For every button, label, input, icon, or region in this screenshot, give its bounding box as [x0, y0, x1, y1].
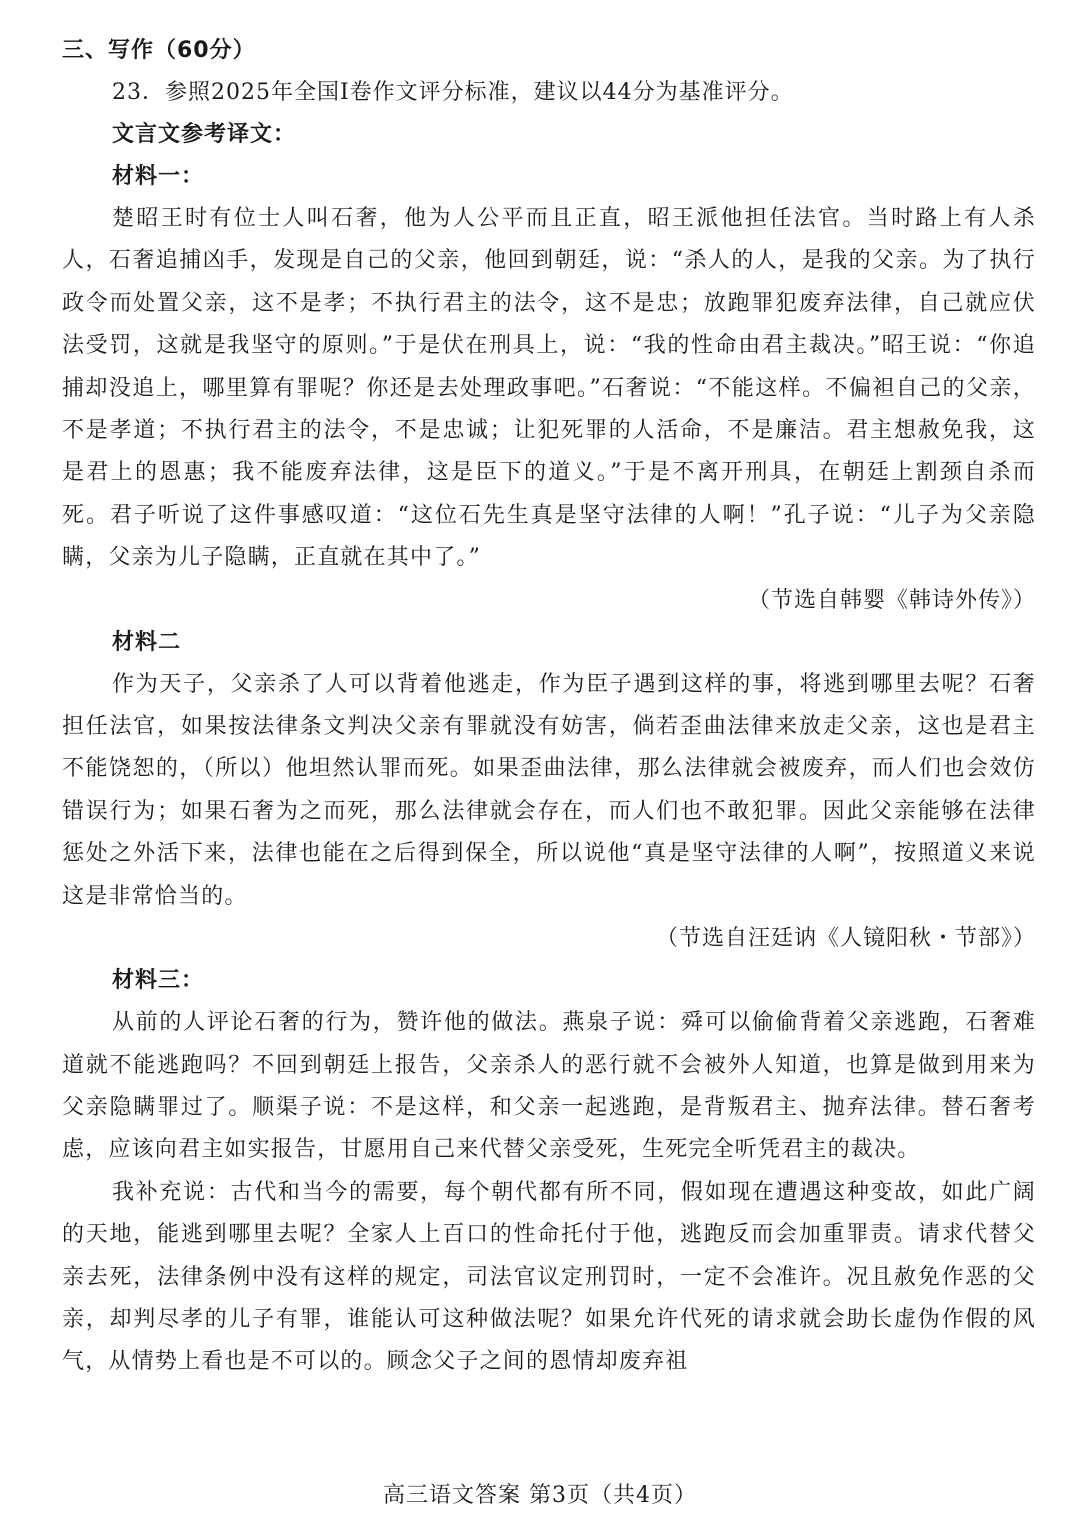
material3-paragraph2: 我补充说：古代和当今的需要，每个朝代都有所不同，假如现在遭遇这种变故，如此广阔的天地，能逃到哪里去呢？全家人上百口的性命托付于他，逃跑反而会加重罪责。请求代替父亲去死，法律条例中没有这样的规定，司法官议定刑罚时，一定不会准许。况且赦免作恶的父亲，却判尽孝的儿子有罪，谁能认可这种做法呢？如果允许代死的请求就会助长虚伪作假的风气，从情势上看也是不可以的。顾念父子之间的恩情却废弃祖 [62, 1179, 1036, 1375]
material1-text: 楚昭王时有位士人叫石奢，他为人公平而且正直，昭王派他担任法官。当时路上有人杀人，石奢追捕凶手，发现是自己的父亲，他回到朝廷，说：“杀人的人，是我的父亲。为了执行政令而处置父亲，这不是孝；不执行君主的法令，这不是忠；放跑罪犯废弃法律，自己就应伏法受罚，这就是我坚守的原则。”于是伏在刑具上，说：“我的性命由君主裁决。”昭王说：“你追捕却没追上，哪里算有罪呢？你还是去处理政事吧。”石奢说：“不能这样。不偏袒自己的父亲，不是孝道；不执行君主的法令，不是忠诚；让犯死罪的人活命，不是廉洁。君主想赦免我，这是君上的恩惠；我不能废弃法律，这是臣下的道义。”于是不离开刑具，在朝廷上割颈自杀而死。君子听说了这件事感叹道：“这位石先生真是坚守法律的人啊！”孔子说：“儿子为父亲隐瞒，父亲为儿子隐瞒，正直就在其中了。” [62, 206, 1036, 571]
question-23: 23．参照2025年全国I卷作文评分标准，建议以44分为基准评分。 [112, 80, 794, 105]
material2-title: 材料二 [112, 629, 182, 655]
material3-paragraph1: 从前的人评论石奢的行为，赞许他的做法。燕泉子说：舜可以偷偷背着父亲逃跑，石奢难道就不能逃跑吗？不回到朝廷上报告，父亲杀人的恶行就不会被外人知道，也算是做到用来为父亲隐瞒罪过了。顺渠子说：不是这样，和父亲一起逃跑，是背叛君主、抛弃法律。替石奢考虑，应该向君主如实报告，甘愿用自己来代替父亲受死，生死完全听凭君主的裁决。 [62, 1010, 1036, 1163]
material1-source: （节选自韩婴《韩诗外传》） [747, 587, 1036, 613]
material2-source: （节选自汪廷讷《人镜阳秋・节部》） [655, 926, 1036, 952]
page-footer: 高三语文答案 第3页（共4页） [383, 1483, 697, 1508]
material1-title: 材料一： [112, 164, 205, 189]
section-title: 三、写作（60分） [62, 38, 256, 63]
translation-heading: 文言文参考译文： [112, 122, 297, 147]
material2-text: 作为天子，父亲杀了人可以背着他逃走，作为臣子遇到这样的事，将逃到哪里去呢？石奢担任法官，如果按法律条文判决父亲有罪就没有妨害，倘若歪曲法律来放走父亲，这也是君主不能饶恕的，（所以）他坦然认罪而死。如果歪曲法律，那么法律就会被废弃，而人们也会效仿错误行为；如果石奢为之而死，那么法律就会存在，而人们也不敢犯罪。因此父亲能够在法律惩处之外活下来，法律也能在之后得到保全，所以说他“真是坚守法律的人啊”，按照道义来说这是非常恰当的。 [62, 671, 1036, 909]
material3-title: 材料三： [112, 968, 205, 994]
